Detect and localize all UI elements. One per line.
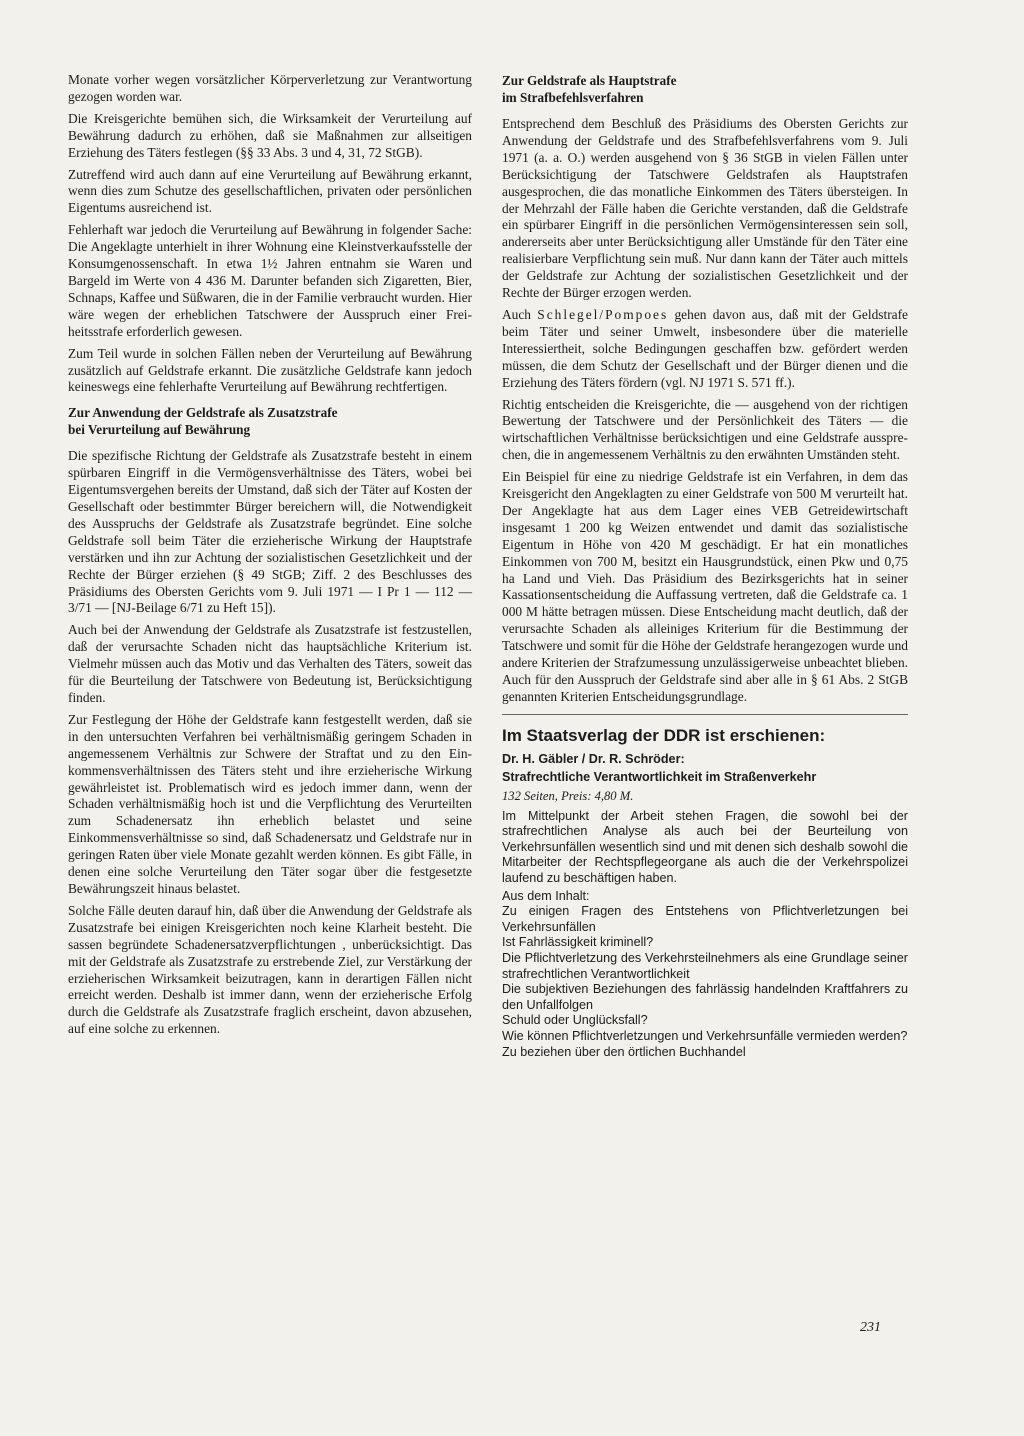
text-run: gehen davon aus, daß mit der Geldstrafe beim Täter und seiner Umwelt, insbesondere über die materielle Interessiertheit, solche Bedingungen geschaffen bzw. gefördert werden müssen, die dem Schutz der Gesellschaft und der Bürger dienen und die Erziehung des Täters fördern (vgl. NJ 1971 S. 571 ff.).	[502, 306, 908, 390]
paragraph: Fehlerhaft war jedoch die Verurteilung auf Bewährung in folgender Sache: Die Angeklagte unterhielt in ihrer Wohnung eine Kleinstverkaufsstelle der Konsumgenossenschaft. In etwa 1½ Jahren entnahm sie Waren und Bargeld im Werte von 4 436 M. Darunter befanden sich Zigaretten, Bier, Schnaps, Kaffee und Süßwaren, die in der Familie verbraucht wurden. Hier wäre wegen der erheblichen Tatschwere der Ausspruch einer Freiheitsstrafe erforderlich gewesen.	[68, 222, 472, 339]
heading-line: Zur Geldstrafe als Hauptstrafe	[502, 73, 677, 88]
page-number: 231	[860, 1320, 881, 1335]
paragraph	[502, 307, 908, 392]
ad-authors: Dr. H. Gäbler / Dr. R. Schröder:	[502, 751, 685, 766]
text-run: Auch	[502, 306, 538, 322]
ad-contents-label: Aus dem Inhalt:	[502, 888, 590, 903]
paragraph: Solche Fälle deuten darauf hin, daß über die Anwendung der Geldstrafe als Zusatzstrafe bei einigen Kreisgerichten noch keine Klarheit besteht. Die sassen begründete Schadenersatzverpflichtungen , unberücksichtigt. Das mit der Geldstrafe als Zusatzstrafe zu erstrebende Ziel, zur Verstärkung der erzieherischen Wirksamkeit beizutragen, kann in derartigen Fällen nicht erreicht werden. Deshalb ist immer dann, wenn der erzieherische Erfolg durch die Geldstrafe als Zusatzstrafe fraglich erscheint, davon abzusehen, auf eine solche zu erkennen.	[68, 902, 472, 1037]
divider	[502, 714, 908, 715]
ad-description: Im Mittelpunkt der Arbeit stehen Fragen, die sowohl bei der strafrechtlichen Analyse als auch bei der Beurteilung von Verkehrsunfällen wesentlich sind und mit denen sich deshalb sowohl die Mitarbeiter der Rechtspflegeorgane als auch die der Verkehrspolizei laufend zu beschäftigen haben.	[502, 808, 908, 885]
right-column	[502, 72, 908, 1060]
ad-details: 132 Seiten, Preis: 4,80 M.	[502, 789, 634, 803]
paragraph: Die Kreisgerichte bemühen sich, die Wirksamkeit der Verurteilung auf Bewährung dadurch zu erhöhen, daß sie Maßnahmen zur allseitigen Erziehung des Täters festlegen (§§ 33 Abs. 3 und 4, 31, 72 StGB).	[68, 110, 472, 160]
list-item: Zu einigen Fragen des Entstehens von Pflichtverletzungen bei Verkehrsunfällen	[502, 904, 908, 934]
list-item: Schuld oder Unglücksfall?	[502, 1013, 648, 1028]
paragraph: Entsprechend dem Beschluß des Präsidiums des Obersten Gerichts zur Anwendung der Geldstrafe und des Strafbefehlsverfahrens vom 9. Juli 1971 (a. a. O.) werden ausgehend von § 36 StGB in vielen Fällen unter Berücksichtigung der Tatschwere Geldstrafen als Hauptstrafen ausgesprochen, die das monatliche Einkommen des Täters übersteigen. In der Mehrzahl der Fälle haben die Gerichte verstanden, daß die Geldstrafe ein spürbarer Eingriff in die persönlichen Vermögensinteressen sein soll, andererseits aber unter Berücksichtigung aller Umstände für den Täter eine realisierbare Verpflichtung sein muß. Nur dann kann der Täter auch mittels der Geldstrafe zur Achtung der sozialistischen Gesetzlichkeit und der Rechte der Bürger erzogen werden.	[502, 116, 908, 301]
ad-title: Im Staatsverlag der DDR ist erschienen:	[502, 725, 826, 745]
heading-line: im Strafbefehlsverfahren	[502, 90, 644, 105]
ad-contents-list	[502, 904, 908, 1044]
left-column	[68, 72, 472, 1043]
paragraph: Zur Festlegung der Höhe der Geldstrafe kann festgestellt werden, daß sie in den untersuchten Verfahren bei verhältnismäßig geringem Schaden in angemessenem Verhältnis zur Schwere der Straftat und zu den Einkommensverhältnissen des Täters steht und ihre erzieherische Wirkung gewährleistet ist. Problematisch wird es jedoch immer dann, wenn der Schaden verhältnismäßig hoch ist und die Verpflichtung des Verurteilten zum Schadenersatz ihn erheblich belastet und seine Einkommensverhältnisse so sind, daß Schadenersatz und Geldstrafe nur in geringen Raten über viele Monate gezahlt werden können. Es gibt Fälle, in denen eine solche Verurteilung den Täter sogar über die festgesetzte Bewährungszeit hinaus belastet.	[68, 711, 472, 896]
section-heading	[502, 72, 908, 106]
paragraph: Die spezifische Richtung der Geldstrafe als Zusatzstrafe besteht in einem spürbaren Eingriff in die Vermögensverhältnisse des Täters, wobei bei Eigentumsvergehen bereits der Umstand, daß sich der Täter auf Kosten der Gesellschaft oder bestimmter Bürger bereichern will, die Notwendigkeit des Ausspruchs der Geldstrafe als Zusatzstrafe begründet. Eine solche Geldstrafe soll beim Täter die erzieherische Wirkung der Hauptstrafe verstärken und ihn zur Achtung der sozialistischen Gesetzlichkeit und der Rechte der Bürger erziehen (§ 49 StGB; Ziff. 2 des Beschlusses des Präsidiums des Obersten Gerichts vom 9. Juli 1971 — I Pr 1 — 112 — 3/71 — [NJ-Beilage 6/71 zu Heft 15]).	[68, 448, 472, 616]
heading-line: Zur Anwendung der Geldstrafe als Zusatzstrafe	[68, 405, 338, 421]
paragraph: Ein Beispiel für eine zu niedrige Geldstrafe ist ein Verfahren, in dem das Kreisgericht den Angeklagten zu einer Geldstrafe von 500 M verurteilt hat. Der Angeklagte hat aus dem Lager eines VEB Getreidewirtschaft insgesamt 1 200 kg Weizen entwendet und damit das sozialistische Eigentum in Höhe von 420 M geschädigt. Er hat ein monatliches Einkommen von 700 M, besitzt ein Hausgrundstück, einen Pkw und 0,75 ha Land und Vieh. Das Präsidium des Bezirksgerichts hat in seiner Kassationsentscheidung die Auffassung vertreten, daß die Geldstrafe ca. 1 000 M hätte betragen müssen. Diese Entscheidung macht deutlich, daß der verursachte Schaden als alleiniges Kriterium für die Bestimmung der Tatschwere und somit für die Höhe der Geldstrafe herangezogen wurde und andere Kriterien der Strafzumessung unzulässigerweise unbeachtet blieben. Auch für den Ausspruch der Geldstrafe sind aber alle in § 61 Abs. 2 StGB genannten Kriterien Entscheidungsgrundlage.	[502, 469, 908, 704]
list-item: Wie können Pflichtverletzungen und Verkehrsunfälle vermieden werden?	[502, 1028, 908, 1043]
list-item: Die subjektiven Beziehungen des fahrlässig handelnden Kraftfahrers zu den Unfallfolgen	[502, 982, 908, 1012]
ad-availability: Zu beziehen über den örtlichen Buchhandel	[502, 1044, 746, 1059]
paragraph: Zutreffend wird auch dann auf eine Verurteilung auf Bewährung erkannt, wenn dies zum Schutze des gesellschaftlichen, privaten oder persönlichen Eigentums ausreichend ist.	[68, 166, 472, 216]
list-item: Die Pflichtverletzung des Verkehrsteilnehmers als eine Grundlage seiner strafrechtlichen Verantwortlichkeit	[502, 950, 908, 981]
list-item: Ist Fahrlässigkeit kriminell?	[502, 935, 654, 950]
ad-book-title: Strafrechtliche Verantwortlichkeit im Straßenverkehr	[502, 770, 817, 785]
paragraph: Richtig entscheiden die Kreisgerichte, die — ausgehend von der richtigen Bewertung der Tatschwere und der Persönlichkeit des Täters — die wirtschaftlichen Verhältnisse berücksichtigen und eine Geldstrafe aussprechen, die in angemessenem Verhältnis zu den erwähnten Umständen steht.	[502, 396, 908, 463]
book-advertisement	[502, 725, 908, 1060]
section-heading	[68, 404, 472, 438]
author-names: Schlegel/Pompoes	[537, 306, 669, 322]
paragraph: Auch bei der Anwendung der Geldstrafe als Zusatzstrafe ist festzustellen, daß der verursachte Schaden nicht das hauptsächliche Kriterium ist. Vielmehr müssen auch das Motiv und das Verhalten des Täters, soweit das für die Beurteilung der Tatschwere von Bedeutung ist, Berücksichtigung finden.	[68, 622, 472, 705]
heading-line: bei Verurteilung auf Bewährung	[68, 422, 251, 438]
paragraph: Zum Teil wurde in solchen Fällen neben der Verurteilung auf Bewährung zusätzlich auf Geldstrafe erkannt. Die zusätzliche Geldstrafe kann jedoch keineswegs eine fehlerhafte Verurteilung auf Bewährung rechtfertigen.	[68, 345, 472, 395]
paragraph: Monate vorher wegen vorsätzlicher Körperverletzung zur Verantwortung gezogen worden war.	[68, 72, 472, 104]
